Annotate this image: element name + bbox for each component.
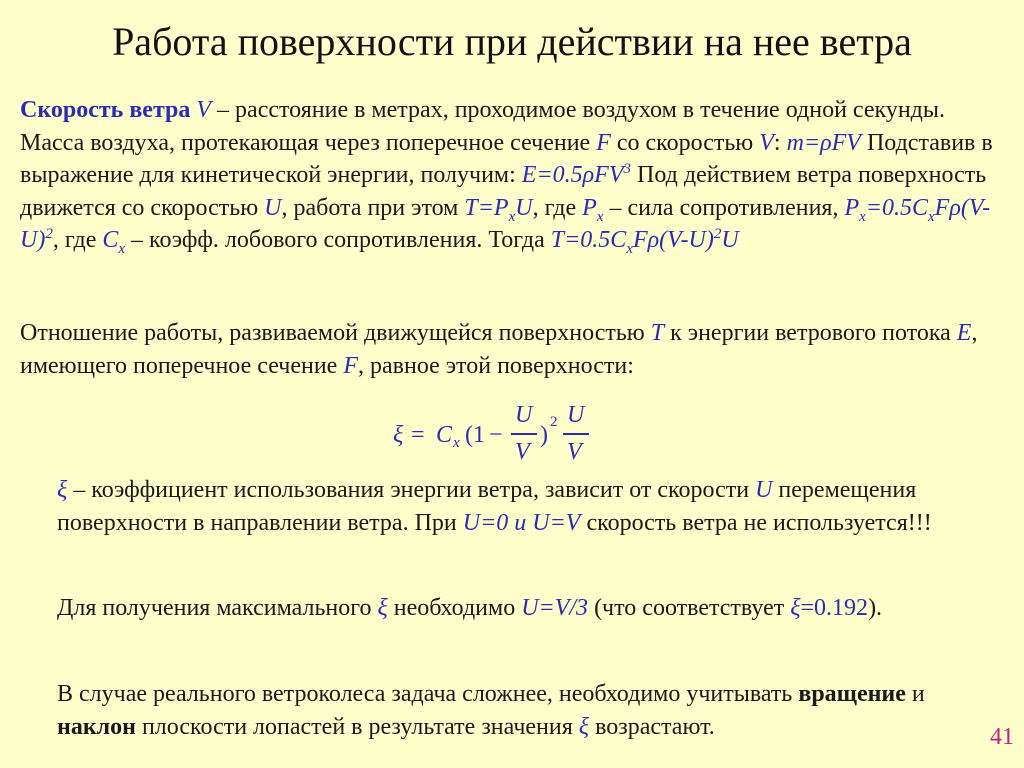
symbol-xi: ξ [790,595,801,621]
text: со скоростью [610,129,760,156]
symbol-xi: ξ [57,477,68,503]
text: плоскости лопастей в результате значения [135,713,579,740]
work-a: T=P [464,194,509,221]
paragraph-xi [57,474,1007,539]
force-a: P [844,194,860,221]
cx-sub: x [118,240,126,257]
xi-value [790,595,868,621]
formula-num2: U [567,402,585,428]
text: – коэфф. лобового сопротивления. Тогда [125,227,551,253]
text: (что соответствует [588,595,791,621]
text: В случае реального ветроколеса задача сложнее, необходимо учитывать [57,681,799,707]
cx: C [102,227,119,253]
var-t: T [650,320,665,346]
text: ). [868,595,883,621]
work-sub: x [508,208,516,225]
force-sub2: x [928,208,935,225]
text: , равное этой поверхности: [357,352,634,379]
text: к энергии ветрового потока [664,320,957,346]
var-u: U [264,194,282,221]
var-cx [102,227,126,257]
text: : [773,129,787,156]
text: , работа при этом [281,194,465,221]
text: – сила сопротивления, [603,194,845,221]
force-b: =0.5C [865,194,928,221]
paragraph-real-wheel [57,678,1007,743]
page-number: 41 [990,724,1014,750]
final-a: T=0.5C [550,227,627,253]
text: Отношение работы, развиваемой движущейся поверхностью [20,320,651,346]
work-formula [464,194,533,225]
text: , где [532,194,583,221]
text: – коэффициент использования энергии ветра, зависит от скорости [67,477,756,503]
var-v: V [196,97,212,123]
text: необходимо [387,595,522,621]
final-b: Fρ(V-U) [632,227,714,253]
optimum-condition: U=V/3 [521,595,589,621]
final-sub: x [626,240,633,257]
var-px [582,194,604,225]
formula-exp: 2 [550,414,558,430]
formula-xi: ξ [393,422,404,448]
text: перемещения поверхности в направлении ветра. При [57,477,917,536]
bold-rotation: вращение [798,681,906,707]
formula-open: (1 [465,422,485,448]
var-e: E [956,320,972,346]
mass-formula: m=ρFV [786,129,861,156]
formula-den1: V [515,439,530,465]
energy-base: E=0.5ρFV [521,162,624,188]
energy-exponent: 3 [623,161,631,177]
formula-equals: = [411,422,425,448]
final-exp: 2 [713,226,722,242]
term-wind-speed: Скорость ветра [20,97,191,123]
fraction-bar [511,433,537,435]
bold-tilt: наклон [57,713,136,740]
paragraph-maximum [57,592,1007,625]
var-v: V [759,129,774,156]
final-formula [550,226,739,257]
formula-c-sub: x [453,435,460,451]
symbol-xi: ξ [578,713,590,740]
var-f: F [596,129,611,156]
formula-num1: U [515,402,533,428]
formula-minus: − [489,422,503,448]
px-sub: x [596,208,604,225]
paragraph-wind-speed [20,94,1005,257]
fraction-bar [563,433,589,435]
text: Под действием ветра поверхность движется со скоростью [20,162,987,221]
xi-number: =0.192 [800,595,869,621]
var-u: U [755,477,773,503]
force-sub1: x [859,208,866,225]
conditions: U=0 и U=V [462,509,581,536]
px: P [582,194,597,221]
formula-close: ) [540,422,548,448]
text: скорость ветра не используется!!! [580,509,932,536]
text: Для получения максимального [57,595,378,621]
formula-c: C [436,422,453,448]
paragraph-ratio [20,317,1005,382]
text: , имеющего поперечное сечение [20,320,978,379]
text: Подставив в выражение для кинетической энергии, получим: [20,129,993,188]
energy-formula [522,162,631,188]
text: возрастают. [589,713,715,740]
force-c: Fρ(V-U) [20,194,991,253]
var-f: F [343,352,358,379]
final-c: U [721,227,739,253]
text: – расстояние в метрах, проходимое воздухом в течение одной секунды. Масса воздуха, протекающая через поперечное сечение [20,97,946,156]
text: , где [52,227,103,253]
force-exp: 2 [45,226,53,242]
symbol-xi: ξ [377,595,388,621]
slide-title: Работа поверхности при действии на нее ветра [112,19,912,64]
formula-den2: V [567,439,582,465]
text: и [905,681,925,707]
work-b: U [515,194,533,221]
